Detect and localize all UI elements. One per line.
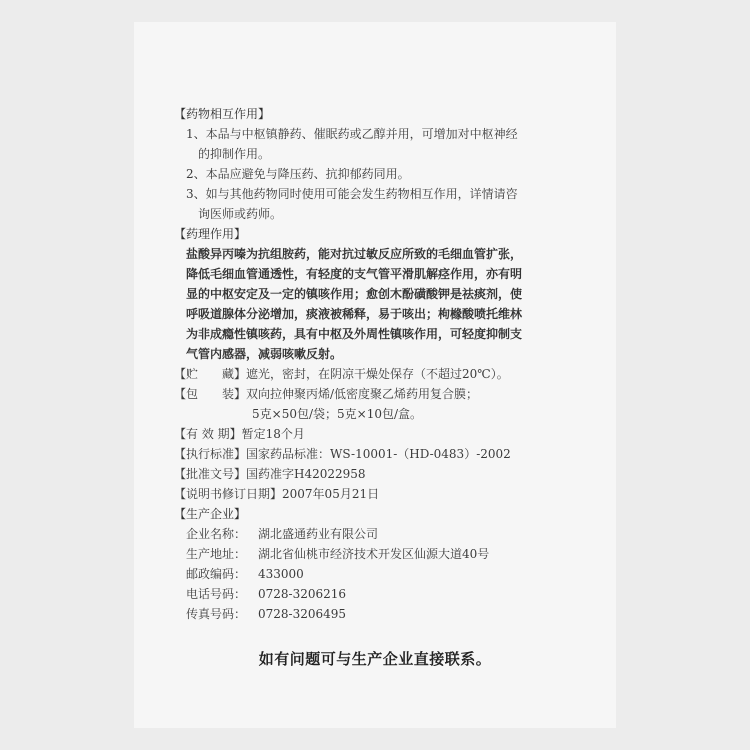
manufacturer-phone-row: [174, 584, 614, 604]
standard-value: 国家药品标准：WS-10001-（HD-0483）-2002: [246, 447, 511, 461]
manufacturer-name-label: 企业名称：: [186, 527, 247, 541]
packaging-label: 【包 装】: [174, 387, 247, 401]
manufacturer-postcode-row: [174, 564, 614, 584]
manufacturer-phone-label: 电话号码：: [186, 587, 247, 601]
standard-row: [174, 444, 614, 464]
storage-label: 【贮 藏】: [174, 367, 247, 381]
manufacturer-phone-value: 0728-3206216: [258, 587, 347, 601]
manufacturer-fax-label: 传真号码：: [186, 607, 247, 621]
standard-label: 【执行标准】: [174, 447, 247, 461]
pharmacology-line-1: 盐酸异丙嗪为抗组胺药，能对抗过敏反应所致的毛细血管扩张，: [186, 247, 523, 261]
manufacturer-postcode-label: 邮政编码：: [186, 567, 247, 581]
shelf-life-value: 暂定18个月: [241, 427, 305, 441]
manufacturer-address-row: [174, 544, 614, 564]
storage-row: [174, 364, 614, 384]
packaging-row-cont: [174, 404, 614, 424]
interaction-item-2: 2、本品应避免与降压药、抗抑郁药同用。: [186, 167, 410, 181]
approval-row: [174, 464, 614, 484]
packaging-value-2: 5克×50包/袋；5克×10包/盒。: [252, 407, 423, 421]
manufacturer-name-row: [174, 524, 614, 544]
manufacturer-fax-row: [174, 604, 614, 624]
packaging-row: [174, 384, 614, 404]
section-heading-interactions: 【药物相互作用】: [174, 107, 271, 121]
interaction-item-3-cont: 询医师或药师。: [198, 207, 283, 221]
section-heading-manufacturer: 【生产企业】: [174, 507, 247, 521]
manufacturer-address-label: 生产地址：: [186, 547, 247, 561]
revision-label: 【说明书修订日期】: [174, 487, 283, 501]
manufacturer-postcode-value: 433000: [258, 567, 304, 581]
manufacturer-address-value: 湖北省仙桃市经济技术开发区仙源大道40号: [258, 547, 490, 561]
shelf-life-row: [174, 424, 614, 444]
pharmacology-line-4: 呼吸道腺体分泌增加，痰液被稀释，易于咳出；枸橼酸喷托维林: [186, 307, 523, 321]
storage-value: 遮光，密封，在阴凉干燥处保存（不超过20℃）。: [246, 367, 509, 381]
interaction-item-1: 1、本品与中枢镇静药、催眠药或乙醇并用，可增加对中枢神经: [186, 127, 518, 141]
manufacturer-fax-value: 0728-3206495: [258, 607, 347, 621]
interaction-item-3: 3、如与其他药物同时使用可能会发生药物相互作用，详情请咨: [186, 187, 518, 201]
approval-value: 国药准字H42022958: [246, 467, 366, 481]
pharmacology-line-3: 显的中枢安定及一定的镇咳作用；愈创木酚磺酸钾是祛痰剂，使: [186, 287, 523, 301]
interaction-item-1-cont: 的抑制作用。: [198, 147, 271, 161]
shelf-life-label: 【有 效 期】: [174, 427, 242, 441]
revision-row: [174, 484, 614, 504]
packaging-value: 双向拉伸聚丙烯/低密度聚乙烯药用复合膜；: [246, 387, 479, 401]
revision-value: 2007年05月21日: [282, 487, 380, 501]
manufacturer-name-value: 湖北盛通药业有限公司: [258, 527, 379, 541]
contact-note: 如有问题可与生产企业直接联系。: [258, 650, 492, 668]
approval-label: 【批准文号】: [174, 467, 247, 481]
section-heading-pharmacology: 【药理作用】: [174, 227, 247, 241]
pharmacology-line-6: 气管内感器，减弱咳嗽反射。: [186, 347, 343, 361]
pharmacology-line-5: 为非成瘾性镇咳药，具有中枢及外周性镇咳作用，可轻度抑制支: [186, 327, 523, 341]
package-insert-text: [174, 104, 614, 624]
pharmacology-line-2: 降低毛细血管通透性，有轻度的支气管平滑肌解痉作用，亦有明: [186, 267, 523, 281]
